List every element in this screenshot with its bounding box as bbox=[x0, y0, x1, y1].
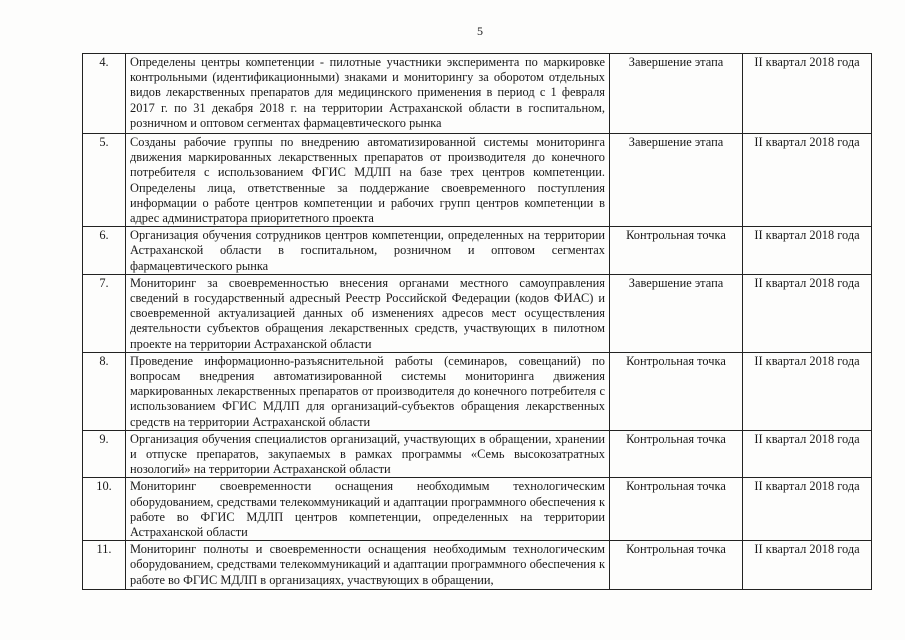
page-number: 5 bbox=[477, 24, 483, 38]
row-description: Мониторинг своевременности оснащения необходимым технологическим оборудованием, средствами телекоммуникаций и адаптации программного обеспечения к работе во ФГИС МДЛП центров компетенции, определенных на территории Астраханской области bbox=[126, 478, 610, 541]
row-number: 6. bbox=[83, 227, 126, 275]
row-status: Контрольная точка bbox=[610, 430, 743, 478]
row-period: II квартал 2018 года bbox=[743, 430, 872, 478]
row-number: 9. bbox=[83, 430, 126, 478]
plan-table bbox=[82, 53, 872, 590]
row-number: 7. bbox=[83, 274, 126, 352]
table-row bbox=[83, 541, 872, 590]
row-status: Завершение этапа bbox=[610, 274, 743, 352]
table-row bbox=[83, 352, 872, 430]
row-description: Проведение информационно-разъяснительной работы (семинаров, совещаний) по вопросам внедрения автоматизированной системы мониторинга движения маркированных лекарственных препаратов от производителя до конечного потребителя с использованием ФГИС МДЛП для организаций-субъектов обращения лекарственных средств на территории Астраханской области bbox=[126, 352, 610, 430]
row-number: 11. bbox=[83, 541, 126, 590]
row-status: Завершение этапа bbox=[610, 54, 743, 134]
row-period: II квартал 2018 года bbox=[743, 54, 872, 134]
row-status: Завершение этапа bbox=[610, 134, 743, 227]
table-row bbox=[83, 54, 872, 134]
table-row bbox=[83, 134, 872, 227]
row-period: II квартал 2018 года bbox=[743, 478, 872, 541]
row-description: Созданы рабочие группы по внедрению автоматизированной системы мониторинга движения маркированных лекарственных препаратов от производителя до конечного потребителя с использованием ФГИС МДЛП на базе трех центров компетенции. Определены лица, ответственные за поддержание своевременного поступления информации о работе центров компетенции и рабочих групп центров компетенции в адрес администратора приоритетного проекта bbox=[126, 134, 610, 227]
table-row bbox=[83, 430, 872, 478]
row-status: Контрольная точка bbox=[610, 352, 743, 430]
row-status: Контрольная точка bbox=[610, 541, 743, 590]
row-period: II квартал 2018 года bbox=[743, 274, 872, 352]
row-period: II квартал 2018 года bbox=[743, 227, 872, 275]
row-number: 10. bbox=[83, 478, 126, 541]
row-description: Организация обучения специалистов организаций, участвующих в обращении, хранении и отпуске препаратов, закупаемых в рамках программы «Семь высокозатратных нозологий» на территории Астраханской области bbox=[126, 430, 610, 478]
row-period: II квартал 2018 года bbox=[743, 352, 872, 430]
table-row bbox=[83, 227, 872, 275]
row-description: Организация обучения сотрудников центров компетенции, определенных на территории Астраханской области в госпитальном, розничном и оптовом сегментах фармацевтического рынка bbox=[126, 227, 610, 275]
table-row bbox=[83, 478, 872, 541]
table-row bbox=[83, 274, 872, 352]
row-period: II квартал 2018 года bbox=[743, 541, 872, 590]
row-status: Контрольная точка bbox=[610, 478, 743, 541]
row-period: II квартал 2018 года bbox=[743, 134, 872, 227]
row-status: Контрольная точка bbox=[610, 227, 743, 275]
row-number: 4. bbox=[83, 54, 126, 134]
row-description: Определены центры компетенции - пилотные участники эксперимента по маркировке контрольными (идентификационными) знаками и мониторингу за оборотом отдельных видов лекарственных препаратов для медицинского применения в период с 1 февраля 2017 г. по 31 декабря 2018 г. на территории Астраханской области в госпитальном, розничном и оптовом сегментах фармацевтического рынка bbox=[126, 54, 610, 134]
row-description: Мониторинг полноты и своевременности оснащения необходимым технологическим оборудованием, средствами телекоммуникаций и адаптации программного обеспечения к работе во ФГИС МДЛП в организациях, участвующих в обращении, bbox=[126, 541, 610, 590]
row-number: 8. bbox=[83, 352, 126, 430]
row-description: Мониторинг за своевременностью внесения органами местного самоуправления сведений в государственный адресный Реестр Российской Федерации (кодов ФИАС) и своевременной актуализацией данных об изменениях адресов мест осуществления деятельности субъектов обращения лекарственных средств, участвующих в пилотном проекте на территории Астраханской области bbox=[126, 274, 610, 352]
row-number: 5. bbox=[83, 134, 126, 227]
